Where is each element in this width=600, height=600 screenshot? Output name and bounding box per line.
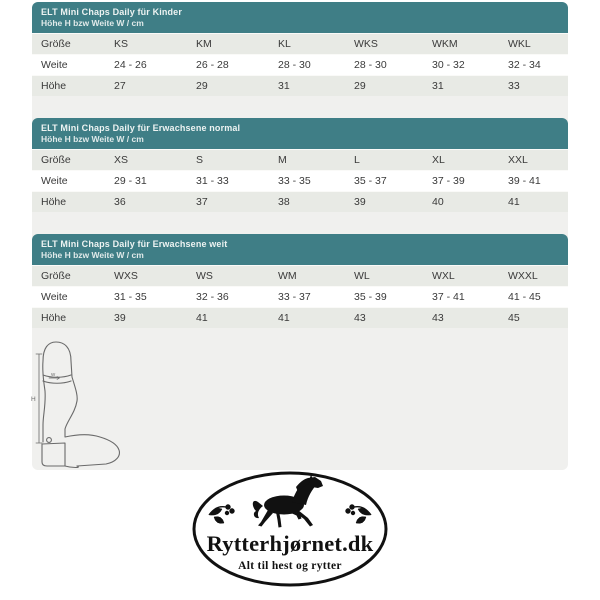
size-cell: KL (278, 38, 291, 50)
size-cell: WL (354, 270, 370, 282)
row-label: Weite (41, 291, 68, 303)
table-subtitle: Höhe H bzw Weite W / cm (41, 18, 144, 28)
table-title: ELT Mini Chaps Daily für Erwachsene normal (41, 123, 241, 133)
size-table-erwachsene-weit (32, 234, 568, 328)
row-label: Höhe (41, 196, 67, 208)
value-cell: 40 (432, 196, 444, 208)
size-cell: WXXL (508, 270, 538, 282)
value-cell: 43 (354, 312, 366, 324)
value-cell: 39 (354, 196, 366, 208)
size-cell: WKS (354, 38, 378, 50)
hoehe-row (32, 75, 568, 96)
size-cell: XXL (508, 154, 528, 166)
weite-row (32, 170, 568, 191)
value-cell: 41 (508, 196, 520, 208)
size-cell: WXS (114, 270, 138, 282)
size-cell: XL (432, 154, 445, 166)
value-cell: 28 - 30 (278, 59, 311, 71)
size-cell: WXL (432, 270, 455, 282)
table-title: ELT Mini Chaps Daily für Erwachsene weit (41, 239, 228, 249)
value-cell: 36 (114, 196, 126, 208)
value-cell: 45 (508, 312, 520, 324)
value-cell: 28 - 30 (354, 59, 387, 71)
value-cell: 33 (508, 80, 520, 92)
table-header (32, 118, 568, 149)
table-header (32, 234, 568, 265)
height-label: H (31, 396, 36, 403)
row-label: Höhe (41, 80, 67, 92)
value-cell: 33 - 35 (278, 175, 311, 187)
value-cell: 31 (278, 80, 290, 92)
weite-row (32, 286, 568, 307)
value-cell: 26 - 28 (196, 59, 229, 71)
value-cell: 41 (278, 312, 290, 324)
size-table-kinder (32, 2, 568, 96)
size-cell: WKM (432, 38, 458, 50)
width-label: W (51, 372, 56, 377)
table-subtitle: Höhe H bzw Weite W / cm (41, 250, 144, 260)
rytterhjornet-logo (190, 471, 390, 589)
size-cell: XS (114, 154, 129, 166)
value-cell: 41 - 45 (508, 291, 541, 303)
logo-tagline-text: Alt til hest og rytter (238, 560, 342, 572)
elastic-band-bottom (43, 381, 71, 383)
value-cell: 43 (432, 312, 444, 324)
size-cell: KM (196, 38, 212, 50)
size-header-row (32, 33, 568, 54)
chap-outline (43, 342, 120, 466)
size-cell: M (278, 154, 287, 166)
value-cell: 38 (278, 196, 290, 208)
value-cell: 29 (354, 80, 366, 92)
hoehe-row (32, 191, 568, 212)
foot-strap (42, 443, 65, 466)
size-header-label: Größe (41, 270, 71, 282)
value-cell: 41 (196, 312, 208, 324)
table-title: ELT Mini Chaps Daily für Kinder (41, 7, 182, 17)
value-cell: 37 - 39 (432, 175, 465, 187)
elastic-band-top (43, 375, 71, 377)
size-table-erwachsene-normal (32, 118, 568, 212)
value-cell: 37 - 41 (432, 291, 465, 303)
value-cell: 31 - 33 (196, 175, 229, 187)
value-cell: 35 - 39 (354, 291, 387, 303)
size-cell: KS (114, 38, 129, 50)
size-header-label: Größe (41, 154, 71, 166)
size-cell: WKL (508, 38, 531, 50)
value-cell: 39 (114, 312, 126, 324)
value-cell: 29 (196, 80, 208, 92)
size-header-row (32, 149, 568, 170)
table-header (32, 2, 568, 33)
value-cell: 27 (114, 80, 126, 92)
value-cell: 30 - 32 (432, 59, 465, 71)
row-label: Weite (41, 59, 68, 71)
height-dimension-line (36, 354, 42, 443)
size-cell: WM (278, 270, 297, 282)
weite-row (32, 54, 568, 75)
value-cell: 32 - 34 (508, 59, 541, 71)
hoehe-row (32, 307, 568, 328)
value-cell: 24 - 26 (114, 59, 147, 71)
value-cell: 31 - 35 (114, 291, 147, 303)
value-cell: 37 (196, 196, 208, 208)
value-cell: 31 (432, 80, 444, 92)
row-label: Höhe (41, 312, 67, 324)
logo-brand-text: Rytterhjørnet.dk (206, 531, 374, 556)
size-header-row (32, 265, 568, 286)
snap-button (47, 438, 52, 443)
value-cell: 29 - 31 (114, 175, 147, 187)
size-cell: S (196, 154, 204, 166)
value-cell: 35 - 37 (354, 175, 387, 187)
size-cell: WS (196, 270, 213, 282)
chap-measurement-diagram (28, 337, 146, 470)
sole-line (65, 466, 78, 468)
size-header-label: Größe (41, 38, 71, 50)
table-subtitle: Höhe H bzw Weite W / cm (41, 134, 144, 144)
row-label: Weite (41, 175, 68, 187)
value-cell: 33 - 37 (278, 291, 311, 303)
value-cell: 32 - 36 (196, 291, 229, 303)
size-cell: L (354, 154, 360, 166)
value-cell: 39 - 41 (508, 175, 541, 187)
